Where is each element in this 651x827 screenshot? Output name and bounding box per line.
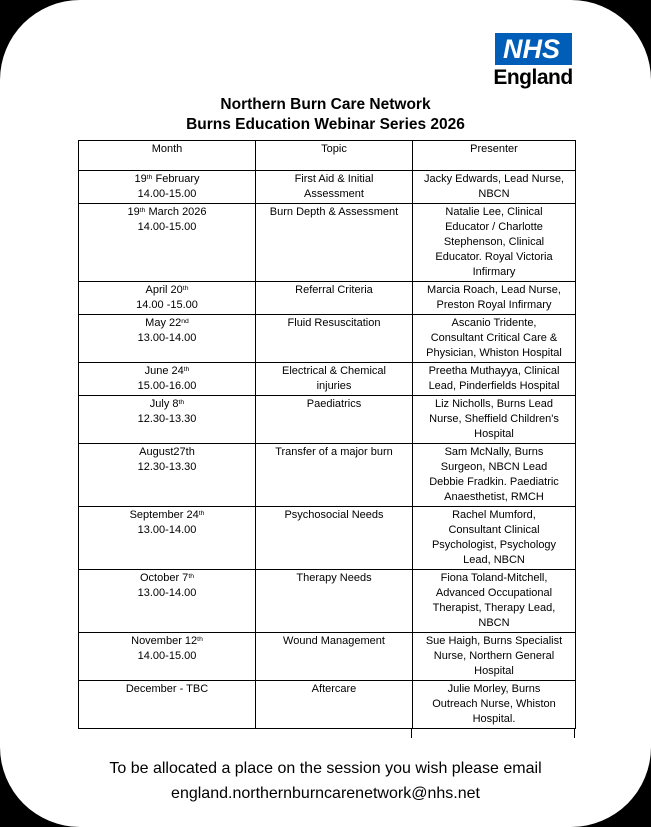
month-cell: December - TBC — [79, 681, 256, 729]
nhs-england-wordmark: England — [493, 66, 573, 89]
month-cell: July 8th 12.30-13.30 — [79, 396, 256, 444]
footer-note — [0, 756, 651, 806]
column-header-month: Month — [79, 141, 256, 171]
webinar-schedule-table — [78, 140, 576, 729]
topic-cell: Paediatrics — [256, 396, 413, 444]
nhs-england-logo — [486, 33, 580, 90]
presenter-cell: Sue Haigh, Burns Specialist Nurse, Northern General Hospital — [413, 633, 576, 681]
table-row — [79, 444, 576, 507]
topic-cell: Psychosocial Needs — [256, 507, 413, 570]
month-cell: April 20th 14.00 -15.00 — [79, 282, 256, 315]
table-row — [79, 204, 576, 282]
title-line-2: Burns Education Webinar Series 2026 — [186, 115, 465, 133]
topic-cell: Therapy Needs — [256, 570, 413, 633]
presenter-cell: Fiona Toland-Mitchell, Advanced Occupational Therapist, Therapy Lead, NBCN — [413, 570, 576, 633]
presenter-column-border-extension — [411, 729, 575, 738]
presenter-cell: Liz Nicholls, Burns Lead Nurse, Sheffield Children's Hospital — [413, 396, 576, 444]
footer-email: england.northernburncarenetwork@nhs.net — [171, 785, 480, 802]
title-line-1: Northern Burn Care Network — [220, 96, 431, 113]
month-cell: 19th March 2026 14.00-15.00 — [79, 204, 256, 282]
topic-cell: Transfer of a major burn — [256, 444, 413, 507]
presenter-cell: Julie Morley, Burns Outreach Nurse, Whiston Hospital. — [413, 681, 576, 729]
month-cell: June 24th 15.00-16.00 — [79, 363, 256, 396]
month-cell: September 24th 13.00-14.00 — [79, 507, 256, 570]
document-title — [0, 95, 651, 134]
nhs-logo-box — [495, 33, 572, 65]
topic-cell: Burn Depth & Assessment — [256, 204, 413, 282]
table-row — [79, 507, 576, 570]
topic-cell: Fluid Resuscitation — [256, 315, 413, 363]
month-cell: November 12th 14.00-15.00 — [79, 633, 256, 681]
topic-cell: Wound Management — [256, 633, 413, 681]
presenter-cell: Marcia Roach, Lead Nurse, Preston Royal Infirmary — [413, 282, 576, 315]
topic-cell: First Aid & Initial Assessment — [256, 171, 413, 204]
table-header-row — [79, 141, 576, 171]
presenter-cell: Sam McNally, Burns Surgeon, NBCN Lead Debbie Fradkin. Paediatric Anaesthetist, RMCH — [413, 444, 576, 507]
table-row — [79, 315, 576, 363]
table-row — [79, 396, 576, 444]
table-row — [79, 171, 576, 204]
presenter-cell: Natalie Lee, Clinical Educator / Charlotte Stephenson, Clinical Educator. Royal Victoria Infirmary — [413, 204, 576, 282]
month-cell: 19th February 14.00-15.00 — [79, 171, 256, 204]
column-header-topic: Topic — [256, 141, 413, 171]
table-row — [79, 681, 576, 729]
table-row — [79, 633, 576, 681]
presenter-cell: Preetha Muthayya, Clinical Lead, Pinderfields Hospital — [413, 363, 576, 396]
month-cell: August27th 12.30-13.30 — [79, 444, 256, 507]
presenter-cell: Jacky Edwards, Lead Nurse, NBCN — [413, 171, 576, 204]
table-row — [79, 570, 576, 633]
presenter-cell: Ascanio Tridente, Consultant Critical Care & Physician, Whiston Hospital — [413, 315, 576, 363]
month-cell: May 22nd 13.00-14.00 — [79, 315, 256, 363]
table-row — [79, 282, 576, 315]
topic-cell: Electrical & Chemical injuries — [256, 363, 413, 396]
topic-cell: Referral Criteria — [256, 282, 413, 315]
month-cell: October 7th 13.00-14.00 — [79, 570, 256, 633]
column-header-presenter: Presenter — [413, 141, 576, 171]
presenter-cell: Rachel Mumford, Consultant Clinical Psychologist, Psychology Lead, NBCN — [413, 507, 576, 570]
nhs-logo-text: NHS — [502, 33, 560, 64]
table-row — [79, 363, 576, 396]
footer-line-1: To be allocated a place on the session you wish please email — [109, 760, 542, 777]
webinar-schedule-table-wrap — [78, 140, 575, 738]
topic-cell: Aftercare — [256, 681, 413, 729]
